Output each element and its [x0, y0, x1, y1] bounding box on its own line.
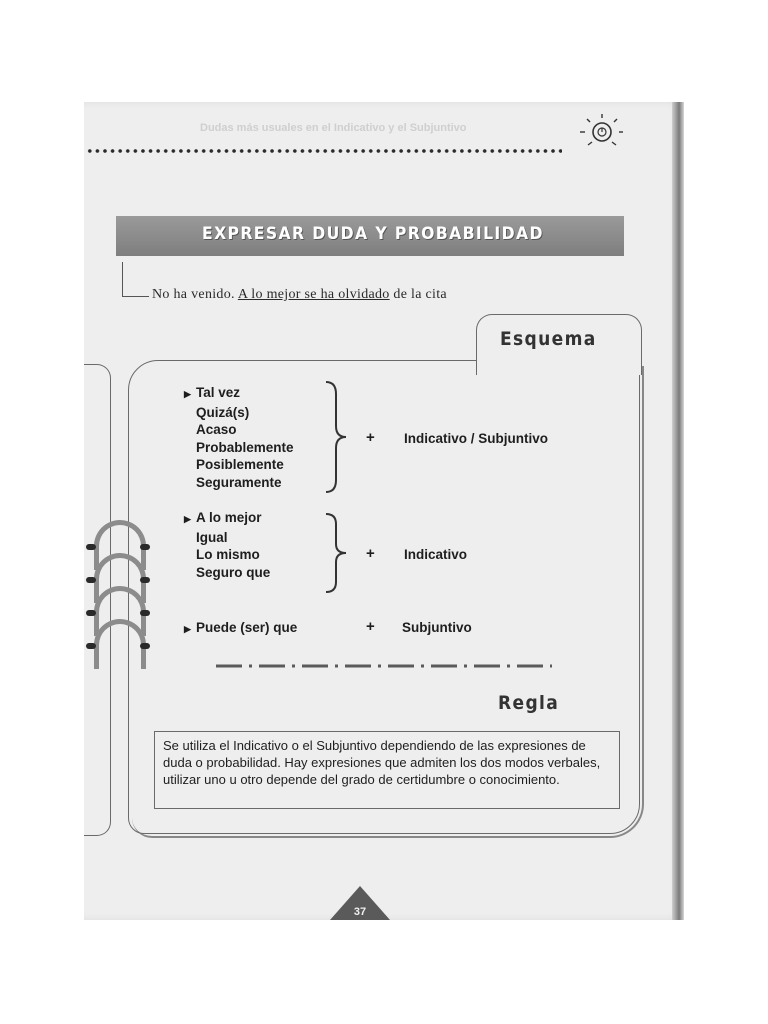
example-part-1: No ha venido. — [152, 287, 238, 302]
binder-ring-foot — [86, 544, 96, 550]
list-item: Probablemente — [196, 439, 294, 455]
list-item: ▶ A lo mejor — [184, 509, 270, 529]
binder-ring-foot — [140, 577, 150, 583]
example-bracket — [122, 262, 149, 297]
esquema-heading: Esquema — [500, 328, 597, 350]
binder-ring-icon — [94, 619, 146, 669]
binder-ring-foot — [140, 544, 150, 550]
rule-text: Se utiliza el Indicativo o el Subjuntivo dependiendo de las expresiones de duda o probabilidad. Hay expresiones que admiten los dos modos verbales, utilizar uno u otro depende del grado de certidumbre o conocimiento. — [163, 738, 601, 787]
expression-group-2 — [184, 509, 270, 581]
dotted-separator — [86, 148, 562, 154]
example-part-2: de la cita — [389, 287, 447, 302]
page-number: 37 — [353, 906, 367, 918]
list-item: Lo mismo — [196, 547, 260, 563]
bullet-arrow-icon: ▶ — [184, 389, 191, 399]
list-item: Posiblemente — [196, 457, 284, 473]
verb-mode-label: Indicativo / Subjuntivo — [404, 431, 549, 446]
plus-sign: + — [366, 618, 375, 635]
binder-ring-foot — [140, 610, 150, 616]
brace-icon — [322, 512, 350, 594]
list-item: Seguramente — [196, 474, 282, 490]
list-item: Quizá(s) — [196, 404, 250, 420]
section-title: EXPRESAR DUDA Y PROBABILIDAD — [202, 224, 544, 244]
binder-ring-foot — [86, 577, 96, 583]
list-item: Igual — [196, 529, 228, 545]
plus-sign: + — [366, 429, 375, 446]
example-sentence — [152, 287, 447, 303]
bullet-arrow-icon: ▶ — [184, 514, 191, 524]
expression-group-1 — [184, 384, 294, 492]
plus-sign: + — [366, 545, 375, 562]
list-item: Seguro que — [196, 564, 271, 580]
bullet-arrow-icon: ▶ — [184, 624, 191, 634]
page-spine-edge — [672, 102, 684, 920]
running-header: Dudas más usuales en el Indicativo y el Subjuntivo — [200, 122, 467, 134]
example-underlined: A lo mejor se ha olvidado — [237, 287, 390, 302]
page-number-triangle-icon — [328, 884, 392, 920]
list-item: ▶ Puede (ser) que — [184, 619, 297, 639]
verb-mode-label: Subjuntivo — [402, 620, 472, 635]
dash-dot-separator — [216, 664, 552, 668]
binder-ring-foot — [86, 610, 96, 616]
binder-ring-foot — [86, 643, 96, 649]
regla-heading: Regla — [498, 692, 560, 714]
list-item: ▶ Tal vez — [184, 384, 294, 404]
binder-ring-foot — [140, 643, 150, 649]
expression-group-3 — [184, 619, 297, 639]
brace-icon — [322, 380, 350, 494]
list-item: Acaso — [196, 422, 237, 438]
section-title-banner — [116, 216, 624, 256]
clock-icon — [576, 110, 624, 150]
verb-mode-label: Indicativo — [404, 547, 468, 562]
rule-text-box — [154, 731, 620, 809]
